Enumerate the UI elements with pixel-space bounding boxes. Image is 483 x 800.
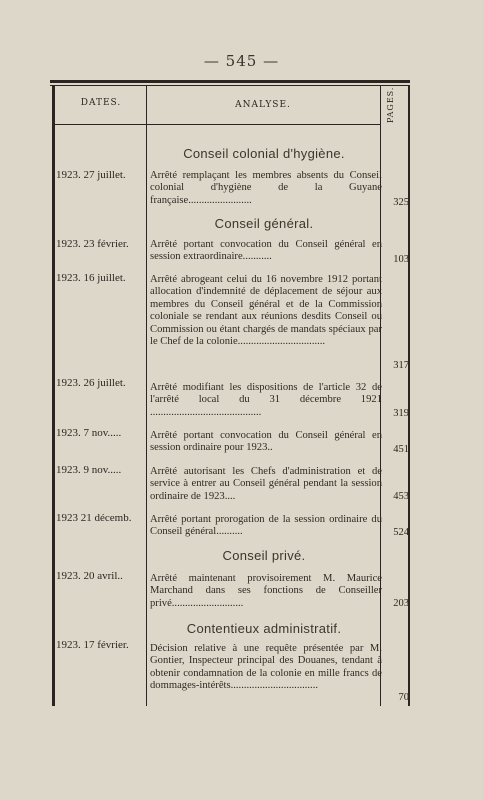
entry-date: 1923. 17 février. [56,639,129,651]
header-rule [53,124,380,125]
entry-date: 1923. 7 nov..... [56,427,122,439]
entry-date: 1923 21 décemb. [56,512,132,524]
entry-page: 103 [393,254,409,265]
entry-analysis: Arrêté modifiant les dispositions de l'article 32 de l'arrêté local du 31 décembre 1921 .......................................... [150,382,382,418]
header-pages: PAGES. [386,86,395,124]
section-title: Conseil colonial d'hygiène. [183,146,345,161]
entry-page: 317 [393,360,409,371]
entry-page: 453 [393,491,409,502]
entry-analysis: Arrêté portant convocation du Conseil général en session ordinaire pour 1923.. [150,430,382,454]
entry-analysis: Décision relative à une requête présentée par M. Gontier, Inspecteur principal des Douanes, tendant à obtenir condamnation de la colonie en mille francs de dommages-intérêts................................. [150,643,382,692]
entry-page: 70 [398,692,409,703]
entry-date: 1923. 27 juillet. [56,169,126,181]
entry-page: 524 [393,527,409,538]
entry-analysis: Arrêté abrogeant celui du 16 novembre 1912 portant allocation d'indemnité de déplacement de séjour aux membres du Conseil général et de la Commission coloniale se rendant aux réunions desdits Conseil ou Commission ou étant chargés de mandats spéciaux par le Chef de la colonie................................. [150,274,382,348]
header-analyse: ANALYSE. [235,100,291,110]
table-top-rule-thin [50,85,410,86]
page-number: — 545 — [203,52,280,70]
entry-analysis: Arrêté remplaçant les membres absents du Conseil colonial d'hygiène de la Guyane française........................ [150,170,382,206]
entry-analysis: Arrêté autorisant les Chefs d'administration et de service à entrer au Conseil général pendant la session ordinaire de 1923.... [150,466,382,502]
entry-date: 1923. 16 juillet. [56,272,126,284]
index-table [50,80,410,706]
header-dates: DATES. [80,98,122,108]
table-right-border [408,86,410,706]
entry-page: 325 [393,197,409,208]
entry-page: 451 [393,444,409,455]
entry-date: 1923. 20 avril.. [56,570,123,582]
entry-date: 1923. 9 nov..... [56,464,122,476]
table-left-border [52,86,55,706]
section-title: Conseil privé. [222,548,306,563]
entry-date: 1923. 23 février. [56,238,129,250]
section-title: Conseil général. [214,216,314,231]
entry-analysis: Arrêté maintenant provisoirement M. Maurice Marchand dans ses fonctions de Conseiller privé........................... [150,573,382,609]
entry-date: 1923. 26 juillet. [56,377,126,389]
table-top-rule [50,80,410,83]
entry-page: 319 [393,408,409,419]
entry-page: 203 [393,598,409,609]
entry-analysis: Arrêté portant prorogation de la session ordinaire du Conseil général.......... [150,514,382,538]
section-title: Contentieux administratif. [186,621,342,636]
entry-analysis: Arrêté portant convocation du Conseil général en session extraordinaire........... [150,239,382,263]
